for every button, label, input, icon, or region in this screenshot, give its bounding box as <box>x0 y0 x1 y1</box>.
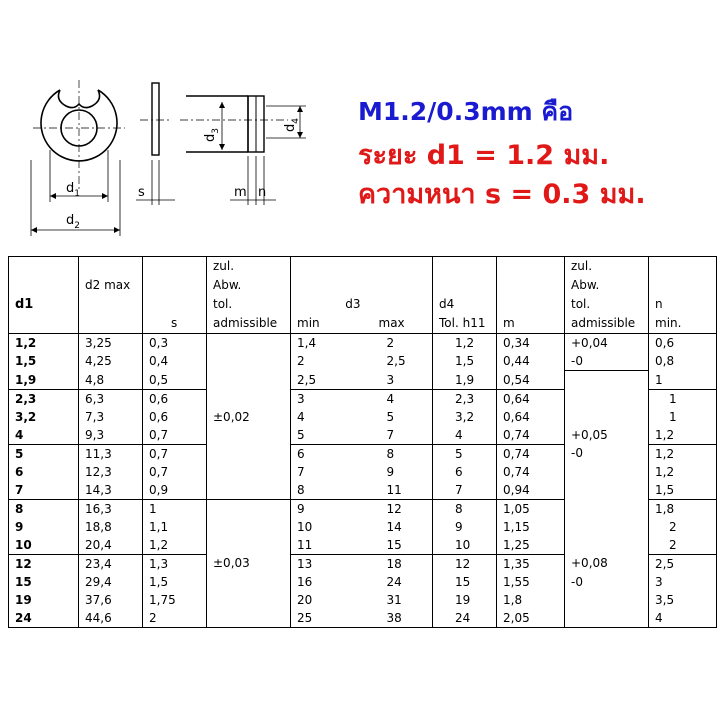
table-row: 6 12,3 0,7 7 9 6 0,74 1,2 <box>9 463 717 481</box>
header-d2max: d2 max <box>79 276 143 295</box>
header-m: m <box>497 314 565 334</box>
table-row: 7 14,3 0,9 8 11 7 0,94 1,5 <box>9 481 717 500</box>
table-row: 1,5 4,25 0,4 2 2,5 1,5 0,44 -0 0,8 <box>9 352 717 371</box>
table-row: 12 23,4 1,3 ±0,03 13 18 12 1,35 +0,08 2,5 <box>9 554 717 573</box>
header-n: n <box>649 295 717 314</box>
size-caption: M1.2/0.3mm คือ <box>358 97 574 126</box>
spec-table <box>8 256 717 628</box>
inner-diameter-caption: ระยะ d1 = 1.2 มม. <box>358 140 610 171</box>
table-header: zul. zul. d2 max Abw. Abw. d1 tol. d3 d4 tol. n s admissible min max Tol. h11 m admissible min. <box>9 257 717 334</box>
table-row: 19 37,6 1,75 20 31 19 1,8 3,5 <box>9 591 717 609</box>
header-s: s <box>143 314 207 334</box>
d3-label: $d_3$ <box>203 128 221 142</box>
table-row: 24 44,6 2 25 38 24 2,05 4 <box>9 609 717 628</box>
table-row: 4 9,3 0,7 5 7 4 0,74 +0,05 1,2 <box>9 426 717 445</box>
d2-label: $d_2$ <box>66 213 80 231</box>
table-row: 9 18,8 1,1 10 14 9 1,15 2 <box>9 518 717 536</box>
table-body <box>9 334 717 628</box>
header-d3: d3 <box>291 295 361 314</box>
m-label: m <box>234 185 247 200</box>
table-row: 3,2 7,3 0,6 ±0,02 4 5 3,2 0,64 1 <box>9 408 717 426</box>
d4-label: $d_4$ <box>283 118 301 132</box>
header-d3-min: min <box>291 314 361 334</box>
table-row: 5 11,3 0,7 6 8 5 0,74 -0 1,2 <box>9 444 717 463</box>
n-label: n <box>258 185 267 200</box>
s-tolerance-upper: ±0,02 <box>207 408 291 426</box>
thickness-caption: ความหนา s = 0.3 มม. <box>358 179 646 210</box>
table-row: 1,2 3,25 0,3 1,4 2 1,2 0,34 +0,04 0,6 <box>9 334 717 353</box>
table-row: 2,3 6,3 0,6 3 4 2,3 0,64 1 <box>9 389 717 408</box>
table-row: 1,9 4,8 0,5 2,5 3 1,9 0,54 1 <box>9 371 717 390</box>
header-d4-tol: Tol. h11 <box>433 314 497 334</box>
table-row: 10 20,4 1,2 11 15 10 1,25 2 <box>9 536 717 555</box>
table-row: 15 29,4 1,5 16 24 15 1,55 -0 3 <box>9 573 717 591</box>
header-d4: d4 <box>433 295 497 314</box>
table-row: 8 16,3 1 9 12 8 1,05 1,8 <box>9 499 717 518</box>
header-d1: d1 <box>9 295 79 314</box>
s-label: s <box>138 185 145 200</box>
header-n-min: min. <box>649 314 717 334</box>
s-tolerance-lower: ±0,03 <box>207 554 291 573</box>
d1-label: $d_1$ <box>66 181 80 199</box>
e-clip-front-view <box>31 80 125 236</box>
header-d3-max: max <box>361 314 433 334</box>
